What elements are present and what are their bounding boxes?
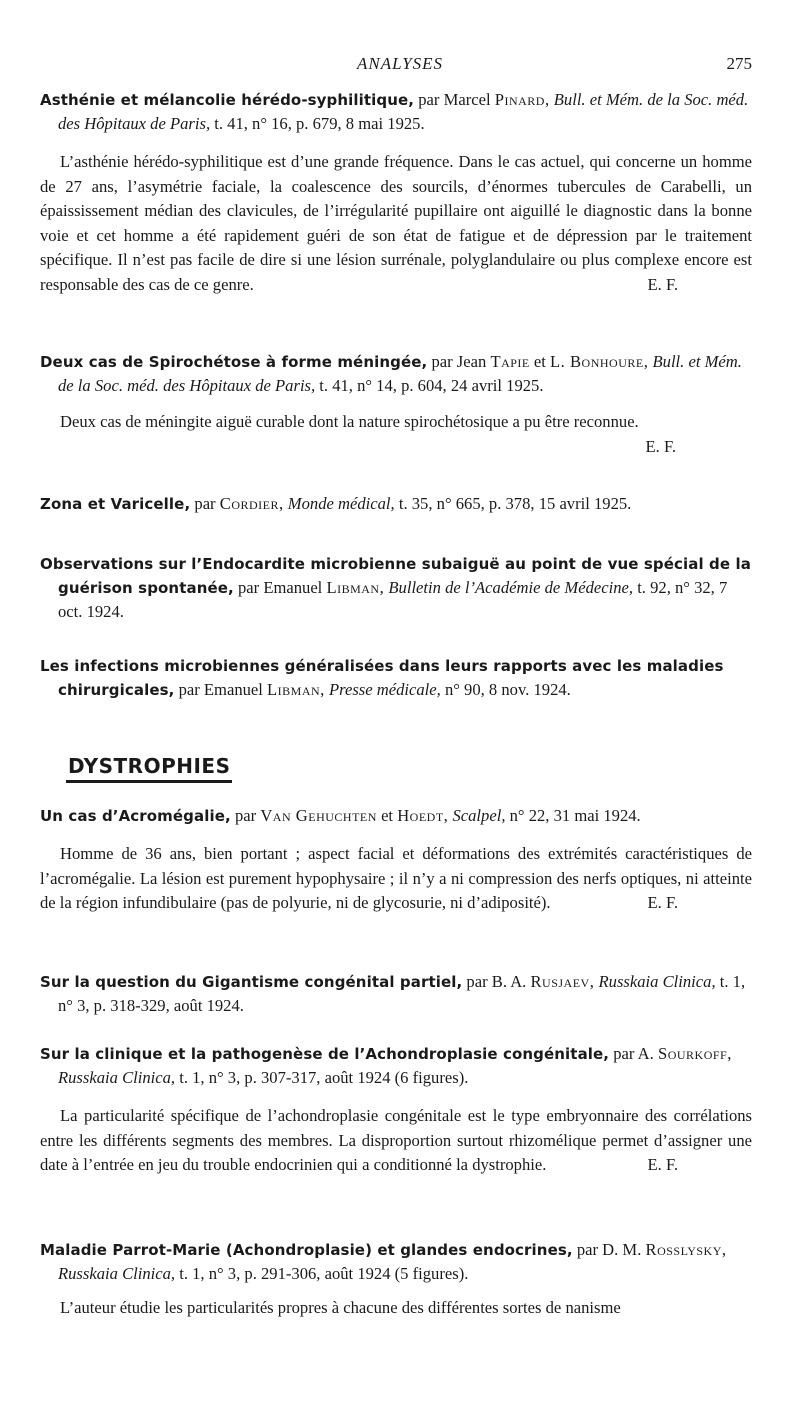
entry-title: Asthénie et mélancolie hérédo-syphilitique, (40, 91, 415, 109)
ref-text: t. 41, n° 16, p. 679, 8 mai 1925. (210, 114, 425, 133)
entry-reference (40, 1238, 752, 1286)
entry-title: Observations sur l’Endocardite microbienne subaiguë au point de vue spécial de la guérison spontanée, (40, 555, 751, 597)
section-underline (66, 780, 232, 783)
entry-journal: Bull. et Mém. de la Soc. méd. des Hôpitaux de Paris, (58, 352, 742, 395)
ref-text: t. 92, n° 32, 7 oct. 1924. (58, 578, 728, 621)
review-entry (40, 654, 752, 702)
entry-reference (40, 654, 752, 702)
ref-text: par B. A. (462, 972, 531, 991)
ref-text: t. 1, n° 3, p. 318-329, août 1924. (58, 972, 746, 1015)
entry-abstract (40, 1104, 752, 1178)
entry-signature: E. F. (647, 1155, 678, 1174)
entry-journal: Bull. et Mém. de la Soc. méd. des Hôpitaux de Paris, (58, 90, 749, 133)
entry-author: Pinard, (494, 90, 550, 109)
entry-title: Les infections microbiennes généralisées dans leurs rapports avec les maladies chirurgicales, (40, 657, 724, 699)
entry-title: Zona et Varicelle, (40, 495, 191, 513)
section-heading: DYSTROPHIES (68, 754, 231, 778)
entry-author: Van Gehuchten (260, 806, 377, 825)
entry-title: Maladie Parrot-Marie (Achondroplasie) et glandes endocrines, (40, 1241, 573, 1259)
entry-author: L. Bonhoure, (550, 352, 649, 371)
review-entry (40, 1042, 752, 1178)
entry-signature: E. F. (647, 893, 678, 912)
entry-author: Libman, (267, 680, 325, 699)
entry-author: Sourkoff, (657, 1044, 732, 1063)
ref-text: par Marcel (414, 90, 495, 109)
review-entry (40, 88, 752, 297)
entry-reference (40, 552, 752, 624)
entry-author: Rusjaev, (530, 972, 595, 991)
entry-reference (40, 350, 752, 398)
ref-text: par Emanuel (233, 578, 327, 597)
entry-author: Rosslysky, (645, 1240, 727, 1259)
ref-text: t. 1, n° 3, p. 291-306, août 1924 (5 figures). (175, 1264, 469, 1283)
running-title: ANALYSES (356, 54, 444, 73)
entry-journal: Bulletin de l’Académie de Médecine, (384, 578, 634, 597)
entry-journal: Monde médical, (283, 494, 395, 513)
ref-text: et (529, 352, 551, 371)
entry-author: Libman, (326, 578, 385, 597)
entry-title: Sur la question du Gigantisme congénital partiel, (40, 973, 463, 991)
ref-text: t. 41, n° 14, p. 604, 24 avril 1925. (315, 376, 544, 395)
entry-reference (40, 970, 752, 1018)
abstract-text: La particularité spécifique de l’achondroplasie congénitale est le type embryonnaire des corrélations entre les différents segments des membres. La disproportion surtout rhizomélique permet d’assigner une date à l’entrée en jeu du trouble endocrinien qui a conditionné la dystrophie. (40, 1106, 752, 1174)
entry-reference (40, 804, 752, 828)
entry-journal: Scalpel, (448, 806, 506, 825)
entry-journal: Russkaia Clinica, (58, 1264, 176, 1283)
ref-text: par (190, 494, 220, 513)
entry-journal: Russkaia Clinica, (594, 972, 716, 991)
abstract-text: Homme de 36 ans, bien portant ; aspect facial et déformations des extrémités caractéristiques de l’acromégalie. La lésion est purement hypophysaire ; il n’y a ni compression des nerfs optiques, ni atteinte de la région infundibulaire (pas de polyurie, ni de glycosurie, ni d’adiposité). (40, 844, 752, 912)
entry-signature: E. F. (645, 436, 676, 456)
entry-author: Cordier, (219, 494, 284, 513)
entry-title: Deux cas de Spirochétose à forme méningée, (40, 353, 428, 371)
ref-text: t. 1, n° 3, p. 307-317, août 1924 (6 figures). (175, 1068, 469, 1087)
ref-text: par Jean (427, 352, 491, 371)
ref-text: par A. (609, 1044, 658, 1063)
entry-author: Tapie (490, 352, 530, 371)
page-number: 275 (726, 54, 752, 73)
ref-text: par (230, 806, 261, 825)
entry-signature: E. F. (647, 274, 678, 294)
review-entry (40, 1238, 752, 1321)
entry-title: Un cas d’Acromégalie, (40, 807, 231, 825)
entry-reference (40, 88, 752, 136)
abstract-text: L’asthénie hérédo-syphilitique est d’une grande fréquence. Dans le cas actuel, qui concerne un homme de 27 ans, l’asymétrie faciale, la coalescence des sourcils, d’énormes tubercules de Carabelli, un épaississement médian des clavicules, de l’irrégularité pupillaire ont aiguillé le diagnostic dans la bonne voie et cet homme a été rapidement guéri de son état de fatigue et de dépression par le traitement spécifique. Il n’est pas facile de dire si une lésion surrénale, polyglandulaire ou plus complexe encore est responsable des cas de ce genre. (40, 152, 752, 294)
review-entry (40, 804, 752, 916)
entry-journal: Russkaia Clinica, (58, 1068, 176, 1087)
entry-abstract (40, 150, 752, 297)
ref-text: par D. M. (572, 1240, 646, 1259)
ref-text: n° 22, 31 mai 1924. (505, 806, 641, 825)
entry-abstract: Deux cas de méningite aiguë curable dont la nature spirochétosique a pu être reconnue. (60, 412, 639, 431)
entry-author: Hoedt, (397, 806, 449, 825)
entry-abstract (40, 842, 752, 916)
entry-reference (40, 1042, 752, 1090)
review-entry (40, 350, 752, 459)
entry-title: Sur la clinique et la pathogenèse de l’Achondroplasie congénitale, (40, 1045, 610, 1063)
ref-text: n° 90, 8 nov. 1924. (440, 680, 571, 699)
entry-abstract: L’auteur étudie les particularités propres à chacune des différentes sortes de nanisme (60, 1298, 621, 1317)
page-header (0, 54, 800, 80)
ref-text: par Emanuel (174, 680, 268, 699)
review-entry (40, 492, 752, 516)
entry-reference (40, 492, 752, 516)
ref-text: et (376, 806, 398, 825)
ref-text: t. 35, n° 665, p. 378, 15 avril 1925. (394, 494, 632, 513)
review-entry (40, 970, 752, 1018)
review-entry (40, 552, 752, 624)
entry-journal: Presse médicale, (324, 680, 441, 699)
